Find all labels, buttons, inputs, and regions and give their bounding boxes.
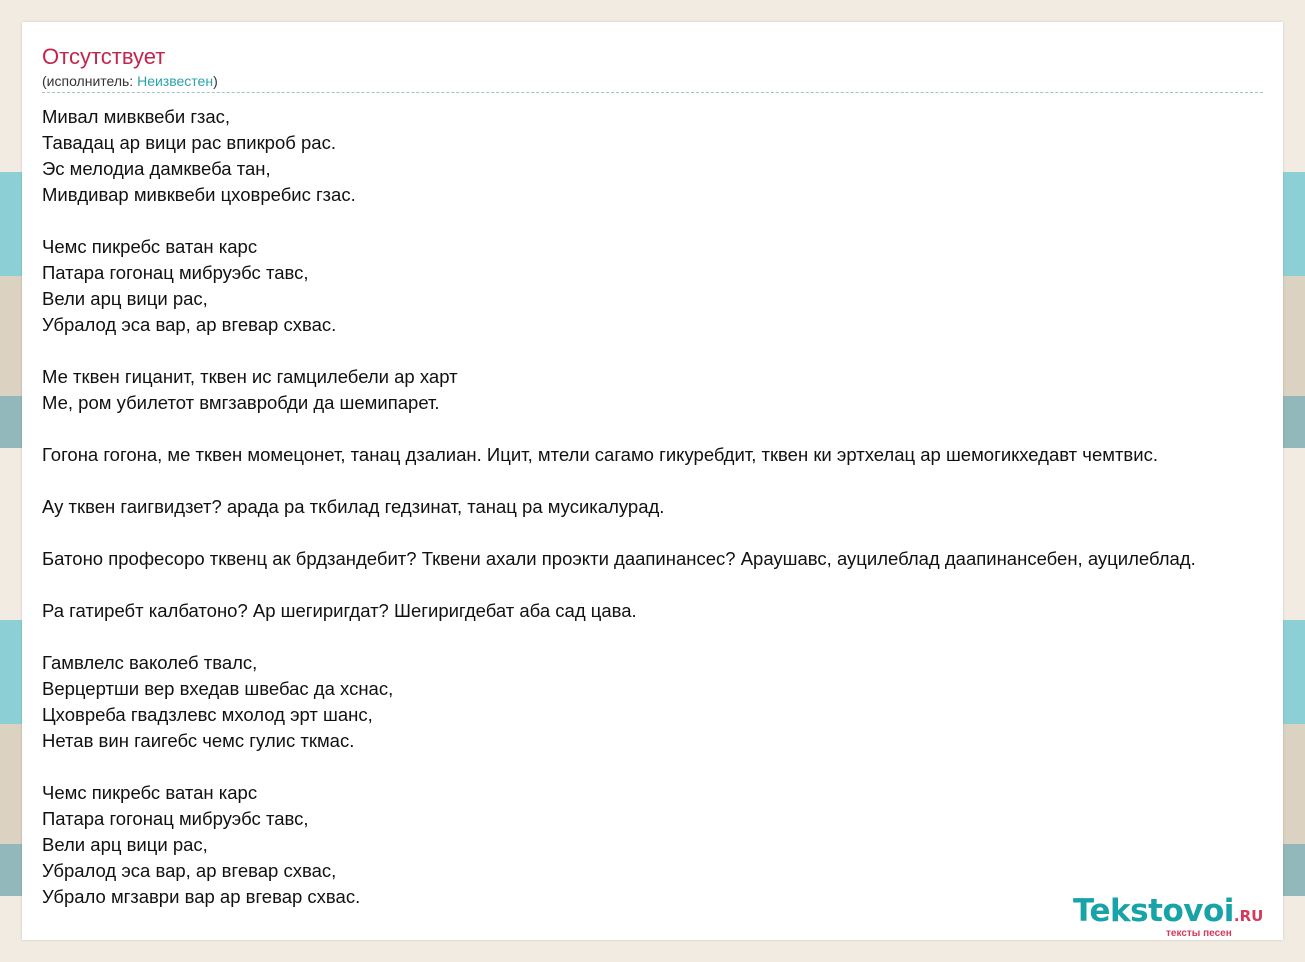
lyrics-card [22, 22, 1283, 940]
artist-prefix: (исполнитель: [42, 73, 138, 89]
lyrics-text: Мивал мивквеби гзас, Тавадац ар вици рас впикроб рас. Эс мелодиа дамквеба тан, Мивдивар мивквеби цховребис гзас. Чемс пикребс ватан карс Патара гогонац мибруэбс тавс, Вели арц вици рас, Убралод эса вар, ар вгевар схвас. Ме тквен гицанит, тквен ис гамцилебели ар харт Ме, ром убилетот вмгзавробди да шемипарет. Гогона гогона, ме тквен момецонет, танац дзалиан. Ицит, мтели сагамо гикуребдит, тквен ки эртхелац ар шемогикхедавт чемтвис. Ау тквен гаигвидзет? арада ра ткбилад гедзинат, танац ра мусикалурад. Батоно професоро тквенц ак брдзандебит? Тквени ахали проэкти даапинансес? Араушавс, ауцилеблад даапинансебен, ауцилеблад. Ра гатиребт калбатоно? Ар шегиригдат? Шегиригдебат аба сад цава. Гамвлелс ваколеб твалс, Верцертши вер вхедав швебас да хснас, Цховреба гвадзлевс мхолод эрт шанс, Нетав вин гаигебс чемс гулис ткмас. Чемс пикребс ватан карс Патара гогонац мибруэбс тавс, Вели арц вици рас, Убралод эса вар, ар вгевар схвас, Убрало мгзаври вар ар вгевар схвас. [42, 106, 1196, 907]
artist-line [42, 73, 218, 89]
logo-tagline: тексты песен [1166, 928, 1232, 939]
logo-main-text: Tekstovoi [1073, 893, 1234, 929]
logo-domain-text: .RU [1233, 907, 1264, 925]
artist-link[interactable]: Неизвестен [137, 73, 214, 89]
title-divider [42, 92, 1263, 93]
artist-suffix: ) [213, 73, 218, 89]
site-logo[interactable] [1073, 893, 1264, 929]
song-title: Отсутствует [42, 44, 166, 69]
